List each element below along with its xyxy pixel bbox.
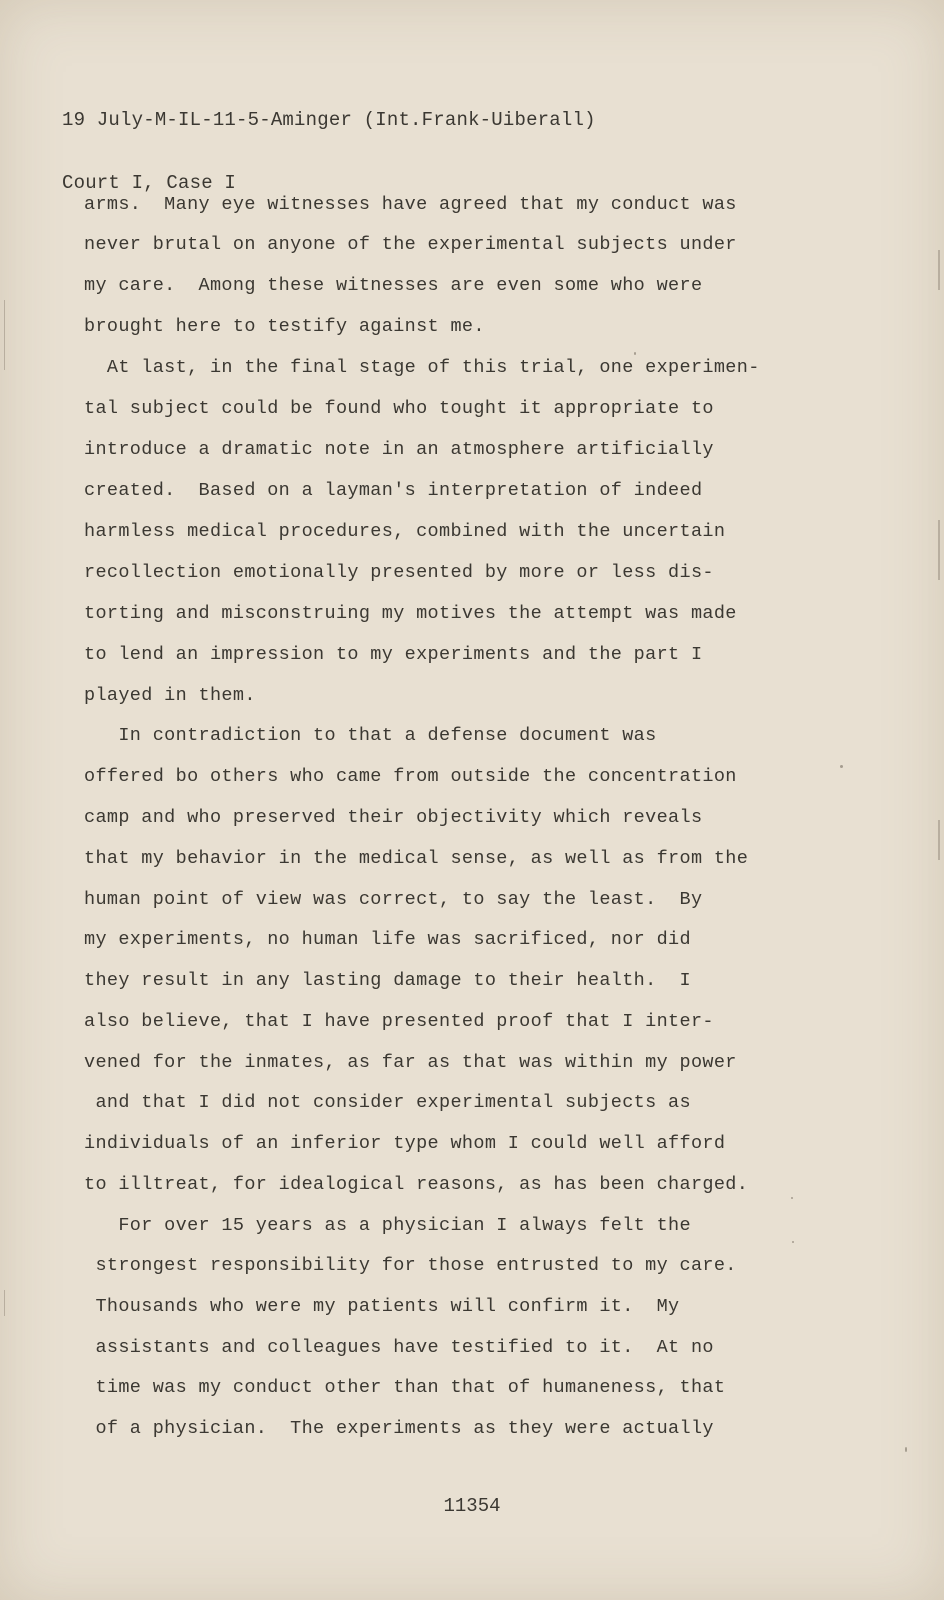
body-line: to illtreat, for idealogical reasons, as has been charged. [84,1174,749,1195]
body-line: brought here to testify against me. [84,316,485,337]
body-line: to lend an impression to my experiments and the part I [84,644,703,665]
body-line: also believe, that I have presented proof that I inter- [84,1011,714,1032]
body-line: that my behavior in the medical sense, as well as from the [84,848,749,869]
body-line: vened for the inmates, as far as that was within my power [84,1052,737,1073]
body-line: torting and misconstruing my motives the attempt was made [84,603,737,624]
body-line: arms. Many eye witnesses have agreed that my conduct was [84,194,737,215]
body-line: created. Based on a layman's interpretation of indeed [84,480,703,501]
paper-speck [792,1241,794,1243]
body-line: time was my conduct other than that of humaneness, that [84,1377,726,1398]
paper-crease-mark [4,1290,5,1316]
body-line: camp and who preserved their objectivity which reveals [84,807,703,828]
body-line: my experiments, no human life was sacrificed, nor did [84,929,691,950]
body-line: my care. Among these witnesses are even some who were [84,275,703,296]
body-line: Thousands who were my patients will confirm it. My [84,1296,680,1317]
body-line: never brutal on anyone of the experimental subjects under [84,234,737,255]
paper-edge-mark [938,250,940,290]
body-line: For over 15 years as a physician I always felt the [84,1215,691,1236]
body-line: offered bo others who came from outside the concentration [84,766,737,787]
paper-speck [840,765,843,768]
body-line: human point of view was correct, to say the least. By [84,889,703,910]
body-line: strongest responsibility for those entrusted to my care. [84,1255,737,1276]
paper-edge-mark [938,520,940,580]
header-court-case: Court I, Case I [62,172,237,194]
body-line: tal subject could be found who tought it appropriate to [84,398,714,419]
page-number: 11354 [443,1495,501,1517]
paper-speck [905,1447,907,1452]
paper-speck [634,352,636,355]
paper-edge-mark [938,820,940,860]
body-line: and that I did not consider experimental subjects as [84,1092,691,1113]
body-line: harmless medical procedures, combined with the uncertain [84,521,726,542]
body-line: they result in any lasting damage to their health. I [84,970,691,991]
body-line: recollection emotionally presented by more or less dis- [84,562,714,583]
body-line: In contradiction to that a defense document was [84,725,657,746]
header-case-reference: 19 July-M-IL-11-5-Aminger (Int.Frank-Uiberall) [62,109,596,131]
body-line: At last, in the final stage of this trial, one experimen- [84,357,760,378]
body-line: individuals of an inferior type whom I could well afford [84,1133,726,1154]
paper-crease-mark [4,300,5,370]
body-line: introduce a dramatic note in an atmosphere artificially [84,439,714,460]
body-line: assistants and colleagues have testified to it. At no [84,1337,714,1358]
body-line: played in them. [84,685,256,706]
body-line: of a physician. The experiments as they were actually [84,1418,714,1439]
paper-speck [791,1197,793,1199]
